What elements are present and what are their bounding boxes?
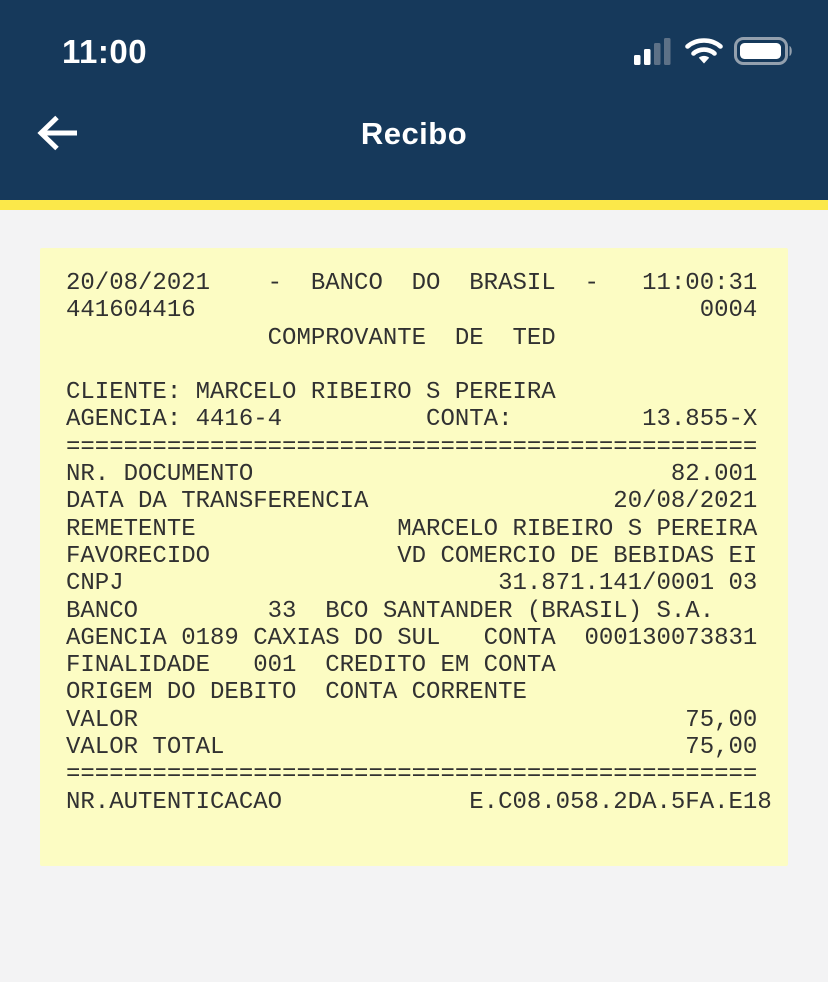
receipt-separator: ================================================ (66, 433, 758, 461)
accent-stripe (0, 200, 828, 210)
receipt-line: NR. DOCUMENTO 82.001 (66, 461, 758, 489)
back-button[interactable] (34, 112, 82, 156)
receipt-line: 20/08/2021 - BANCO DO BRASIL - 11:00:31 (66, 270, 758, 297)
status-icons (634, 37, 794, 65)
page-title: Recibo (360, 116, 468, 151)
content-area (0, 210, 828, 866)
receipt-line: NR.AUTENTICACAO E.C08.058.2DA.5FA.E18 (66, 788, 772, 816)
receipt-line: REMETENTE MARCELO RIBEIRO S PEREIRA (66, 515, 758, 543)
cellular-signal-icon (634, 38, 674, 65)
receipt-line: FINALIDADE 001 CREDITO EM CONTA (66, 652, 556, 680)
receipt-line: VALOR 75,00 (66, 706, 758, 734)
receipt-line: COMPROVANTE DE TED (66, 324, 556, 352)
receipt-line: 441604416 0004 (66, 297, 758, 325)
nav-bar (0, 88, 828, 180)
battery-icon (734, 37, 794, 65)
receipt-separator: ================================================ (66, 761, 758, 789)
receipt-line: CLIENTE: MARCELO RIBEIRO S PEREIRA (66, 379, 556, 407)
receipt-line: BANCO 33 BCO SANTANDER (BRASIL) S.A. (66, 597, 715, 625)
arrow-left-icon (37, 114, 79, 155)
receipt-line: ORIGEM DO DEBITO CONTA CORRENTE (66, 679, 527, 707)
receipt-line: DATA DA TRANSFERENCIA 20/08/2021 (66, 488, 758, 516)
receipt-line: CNPJ 31.871.141/0001 03 (66, 570, 758, 598)
wifi-icon (685, 37, 723, 65)
receipt-line: FAVORECIDO VD COMERCIO DE BEBIDAS EI (66, 542, 758, 570)
top-navy-bar (0, 0, 828, 200)
receipt-line: VALOR TOTAL 75,00 (66, 734, 758, 762)
receipt-line (66, 352, 788, 379)
status-bar (0, 0, 828, 72)
receipt-line: AGENCIA 0189 CAXIAS DO SUL CONTA 000130073831 (66, 624, 758, 652)
status-time: 11:00 (62, 32, 148, 70)
receipt-card (40, 248, 788, 866)
receipt-line: AGENCIA: 4416-4 CONTA: 13.855-X (66, 406, 758, 434)
